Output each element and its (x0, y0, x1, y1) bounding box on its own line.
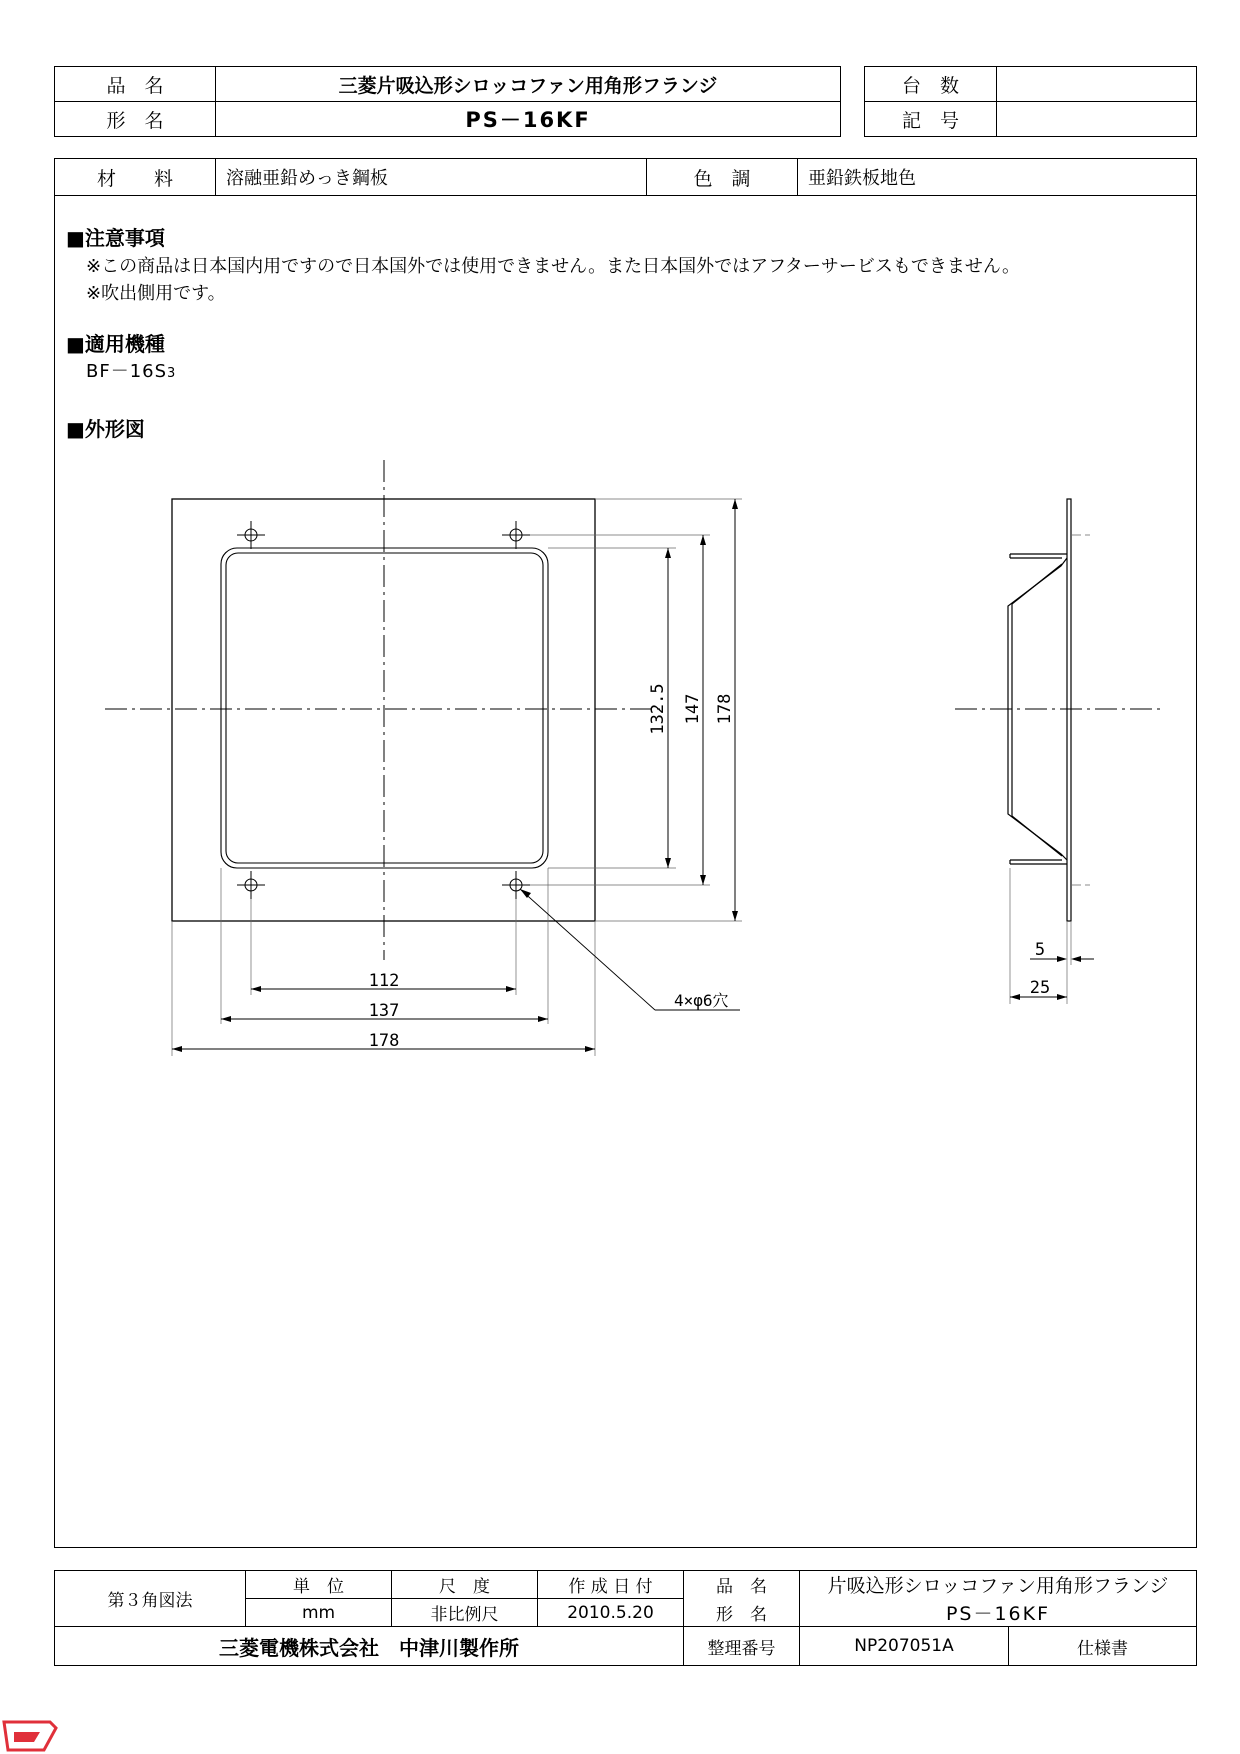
footer-model-label: 形 名 (684, 1599, 800, 1627)
product-name: 三菱片吸込形シロッコファン用角形フランジ (216, 67, 841, 102)
scale-value: 非比例尺 (392, 1599, 538, 1627)
color-value: 亜鉛鉄板地色 (798, 159, 1197, 196)
model-label: 形 名 (55, 102, 216, 137)
side-view (1008, 499, 1071, 921)
projection-method: 第３角図法 (55, 1571, 246, 1627)
footer-name-label: 品 名 (684, 1571, 800, 1599)
color-label: 色 調 (647, 159, 798, 196)
side-thin-lines (1071, 535, 1090, 885)
ref-number: NP207051A (800, 1627, 1009, 1666)
corner-logo-icon (0, 1718, 60, 1754)
dim-178-height: 178 (715, 693, 735, 725)
side-dimension-lines (1010, 959, 1094, 997)
company-name: 三菱電機株式会社 中津川製作所 (55, 1627, 684, 1666)
hole-leader-arrow (520, 889, 531, 898)
notes-line-1: ※この商品は日本国内用ですので日本国外では使用できません。また日本国外ではアフターサービスもできません。 (86, 256, 1020, 277)
date-value: 2010.5.20 (538, 1599, 684, 1627)
quantity-label: 台 数 (865, 67, 997, 102)
ref-label: 整理番号 (684, 1627, 800, 1666)
hole-note: 4×φ6穴 (674, 991, 729, 1010)
unit-value: mm (246, 1599, 392, 1627)
model-name: PS－16KF (216, 102, 841, 137)
dim-147: 147 (683, 693, 703, 725)
notes-line-2: ※吹出側用です。 (86, 283, 226, 304)
applicable-model-sub: 3 (167, 366, 177, 381)
dim-132-5: 132.5 (648, 683, 668, 735)
dim-112: 112 (368, 971, 400, 991)
drawing-title: ■外形図 (66, 417, 145, 441)
unit-label: 単 位 (246, 1571, 392, 1599)
date-label: 作 成 日 付 (538, 1571, 684, 1599)
mark-label: 記 号 (865, 102, 997, 137)
scale-label: 尺 度 (392, 1571, 538, 1599)
footer-product-name: 片吸込形シロッコファン用角形フランジ (800, 1571, 1197, 1599)
document-type: 仕様書 (1009, 1627, 1197, 1666)
product-name-label: 品 名 (55, 67, 216, 102)
dim-178-width: 178 (368, 1031, 400, 1051)
material-value: 溶融亜鉛めっき鋼板 (216, 159, 647, 196)
notes-title: ■注意事項 (66, 226, 165, 250)
applicable-model-main: BF－16S (86, 361, 168, 382)
footer-model: PS－16KF (800, 1599, 1197, 1627)
dim-5: 5 (1034, 940, 1046, 960)
vertical-extension-lines (530, 499, 742, 921)
footer-table (54, 1570, 1197, 1666)
material-label: 材 料 (55, 159, 216, 196)
dim-25: 25 (1029, 978, 1051, 998)
dim-137: 137 (368, 1001, 400, 1021)
applicable-title: ■適用機種 (66, 332, 165, 356)
